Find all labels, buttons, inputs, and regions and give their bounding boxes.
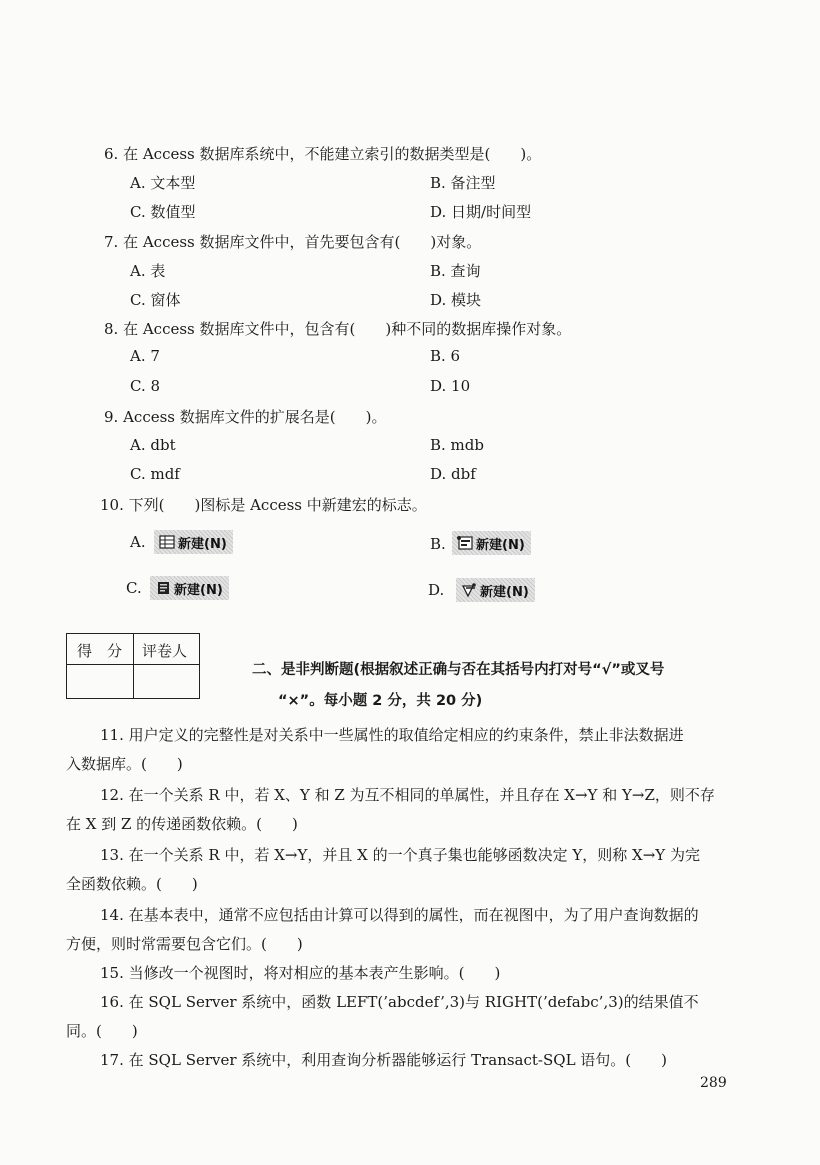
judgment-14-line1: 14. 在基本表中，通常不应包括由计算可以得到的属性，而在视图中，为了用户查询数据的 [100,906,699,924]
question-10-option-d-letter: D. [428,581,445,599]
question-9-option-a: A. dbt [130,436,176,454]
button-label: 新建(N) [174,582,223,598]
question-6-option-c: C. 数值型 [130,203,196,221]
question-9-option-c: C. mdf [130,465,180,483]
section-2-title-line1: 二、是非判断题(根据叙述正确与否在其括号内打对号“√”或叉号 [252,662,665,678]
question-8-stem: 8. 在 Access 数据库文件中，包含有( )种不同的数据库操作对象。 [104,320,572,338]
new-button-table-image [154,530,233,554]
question-7-option-d: D. 模块 [430,291,482,309]
question-7-stem: 7. 在 Access 数据库文件中，首先要包含有( )对象。 [104,233,482,251]
question-8-option-b: B. 6 [430,347,461,365]
question-10-option-a-letter: A. [130,533,146,551]
button-label: 新建(N) [480,584,529,600]
question-7-option-c: C. 窗体 [130,291,181,309]
question-6-option-a: A. 文本型 [130,174,196,192]
judgment-13-line2: 全函数依赖。( ) [66,875,198,893]
new-table-icon [158,534,176,550]
question-8-option-a: A. 7 [130,347,160,365]
question-6-stem: 6. 在 Access 数据库系统中，不能建立索引的数据类型是( )。 [104,145,542,163]
judgment-13-line1: 13. 在一个关系 R 中，若 X→Y，并且 X 的一个真子集也能够函数决定 Y，则称 X→Y 为完 [100,846,700,864]
judgment-16-line2: 同。( ) [66,1022,138,1040]
judgment-12-line2: 在 X 到 Z 的传递函数依赖。( ) [66,815,298,833]
score-label: 得 分 [77,642,123,660]
page-number: 289 [700,1075,727,1091]
question-10-option-c-letter: C. [126,579,142,597]
new-macro-icon [460,582,478,598]
question-8-option-d: D. 10 [430,377,471,395]
new-module-icon [154,580,172,596]
new-button-macro-image [456,578,535,602]
section-2-title-line2: “×”。每小题 2 分，共 20 分) [278,693,483,709]
question-7-option-b: B. 查询 [430,262,481,280]
judgment-15-line1: 15. 当修改一个视图时，将对相应的基本表产生影响。( ) [100,964,501,982]
new-button-module-image [150,576,229,600]
question-10-option-b-letter: B. [430,535,446,553]
score-table [66,633,200,699]
question-6-option-d: D. 日期/时间型 [430,203,532,221]
question-9-stem: 9. Access 数据库文件的扩展名是( )。 [104,408,387,426]
new-button-form-image [452,531,531,555]
question-9-option-b: B. mdb [430,436,484,454]
new-form-icon [456,535,474,551]
question-9-option-d: D. dbf [430,465,476,483]
button-label: 新建(N) [178,536,227,552]
judgment-16-line1: 16. 在 SQL Server 系统中，函数 LEFT(’abcdef’,3)与 RIGHT(’defabc’,3)的结果值不 [100,993,699,1011]
judgment-17-line1: 17. 在 SQL Server 系统中，利用查询分析器能够运行 Transact-SQL 语句。( ) [100,1051,667,1069]
question-8-option-c: C. 8 [130,377,161,395]
judgment-11-line2: 入数据库。( ) [66,755,183,773]
question-7-option-a: A. 表 [130,262,166,280]
question-6-option-b: B. 备注型 [430,174,496,192]
question-10-stem: 10. 下列( )图标是 Access 中新建宏的标志。 [100,496,427,514]
grader-label: 评卷人 [142,642,188,660]
judgment-14-line2: 方便，则时常需要包含它们。( ) [66,935,303,953]
button-label: 新建(N) [476,537,525,553]
judgment-11-line1: 11. 用户定义的完整性是对关系中一些属性的取值给定相应的约束条件，禁止非法数据进 [100,726,684,744]
judgment-12-line1: 12. 在一个关系 R 中，若 X、Y 和 Z 为互不相同的单属性，并且存在 X→Y 和 Y→Z，则不存 [100,786,715,804]
